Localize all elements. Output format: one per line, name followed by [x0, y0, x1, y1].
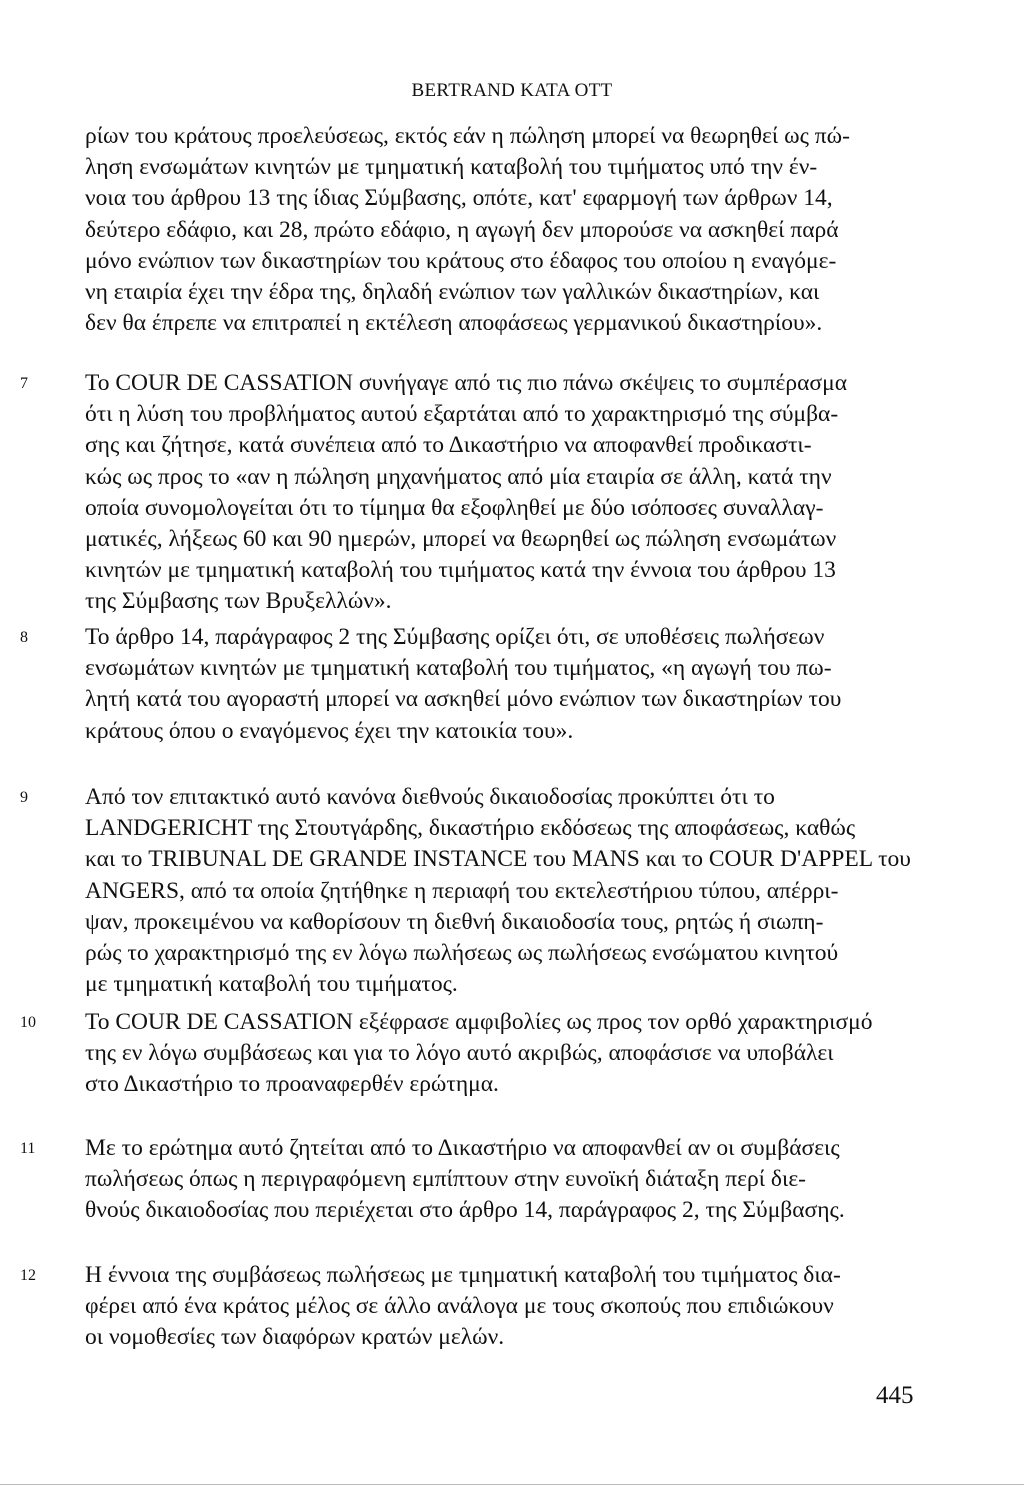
running-header: BERTRAND KATA OTT: [411, 80, 613, 101]
scan-edge-line: [0, 1484, 1024, 1485]
paragraph-number: 12: [20, 1267, 36, 1284]
paragraph-number: 11: [20, 1140, 36, 1157]
paragraph-9: Από τον επιτακτικό αυτό κανόνα διεθνούς δικαιοδοσίας προκύπτει ότι το LANDGERICHT της Στουτγάρδης, δικαστήριο εκδόσεως της αποφάσεως, καθώς και το TRIBUNAL DE GRANDE INSTANCE του MANS και το COUR D'APPEL του ANGERS, από τα οποία ζητήθηκε η περιαφή του εκτελεστήριου τύπου, απέρρι- ψαν, προκειμένου να καθορίσουν τη διεθνή δικαιοδοσία τους, ρητώς ή σιωπη- ρώς το χαρακτηρισμό της εν λόγω πωλήσεως ως πωλήσεως ενσώματου κινητού με τμηματική καταβολή του τιμήματος.: [85, 784, 911, 998]
paragraph-10: Το COUR DE CASSATION εξέφρασε αμφιβολίες ως προς τον ορθό χαρακτηρισμό της εν λόγω συμβάσεως και για το λόγο αυτό ακριβώς, αποφάσισε να υποβάλει στο Δικαστήριο το προαναφερθέν ερώτημα.: [85, 1009, 873, 1098]
paragraph-7: Το COUR DE CASSATION συνήγαγε από τις πιο πάνω σκέψεις το συμπέρασμα ότι η λύση του προβλήματος αυτού εξαρτάται από το χαρακτηρισμό της σύμβα- σης και ζήτησε, κατά συνέπεια από το Δικαστήριο να αποφανθεί προδικαστι- κώς ως προς το «αν η πώληση μηχανήματος από μία εταιρία σε άλλη, κατά την οποία συνομολογείται ότι το τίμημα θα εξοφληθεί με δύο ισόποσες συναλλαγ- ματικές, λήξεως 60 και 90 ημερών, μπορεί να θεωρηθεί ως πώληση ενσωμάτων κινητών με τμηματική καταβολή του τιμήματος κατά την έννοια του άρθρου 13 της Σύμβασης των Βρυξελλών».: [85, 370, 848, 615]
paragraph-number: 7: [20, 375, 28, 392]
paragraph-continuation: ρίων του κράτους προελεύσεως, εκτός εάν η πώληση μπορεί να θεωρηθεί ως πώ- ληση ενσωμάτων κινητών με τμηματική καταβολή του τιμήματος υπό την έν- νοια του άρθρου 13 της ίδιας Σύμβασης, οπότε, κατ' εφαρμογή των άρθρων 14, δεύτερο εδάφιο, και 28, πρώτο εδάφιο, η αγωγή δεν μπορούσε να ασκηθεί παρά μόνο ενώπιον των δικαστηρίων του κράτους στο έδαφος του οποίου η εναγόμε- νη εταιρία έχει την έδρα της, δηλαδή ενώπιον των γαλλικών δικαστηρίων, και δεν θα έπρεπε να επιτραπεί η εκτέλεση αποφάσεως γερμανικού δικαστηρίου».: [85, 123, 850, 337]
paragraph-11: Με το ερώτημα αυτό ζητείται από το Δικαστήριο να αποφανθεί αν οι συμβάσεις πωλήσεως όπως η περιγραφόμενη εμπίπτουν στην ευνοϊκή διάταξη περί διε- θνούς δικαιοδοσίας που περιέχεται στο άρθρο 14, παράγραφος 2, της Σύμβασης.: [85, 1135, 845, 1224]
paragraph-12: Η έννοια της συμβάσεως πωλήσεως με τμηματική καταβολή του τιμήματος δια- φέρει από ένα κράτος μέλος σε άλλο ανάλογα με τους σκοπούς που επιδιώκουν οι νομοθεσίες των διαφόρων κρατών μελών.: [85, 1262, 841, 1351]
paragraph-8: Το άρθρο 14, παράγραφος 2 της Σύμβασης ορίζει ότι, σε υποθέσεις πωλήσεων ενσωμάτων κινητών με τμηματική καταβολή του τιμήματος, «η αγωγή του πω- λητή κατά του αγοραστή μπορεί να ασκηθεί μόνο ενώπιον των δικαστηρίων του κράτους όπου ο εναγόμενος έχει την κατοικία του».: [85, 624, 842, 744]
paragraph-number: 8: [20, 629, 28, 646]
page-number: 445: [876, 1382, 914, 1409]
paragraph-number: 9: [20, 789, 28, 806]
paragraph-number: 10: [20, 1014, 36, 1031]
